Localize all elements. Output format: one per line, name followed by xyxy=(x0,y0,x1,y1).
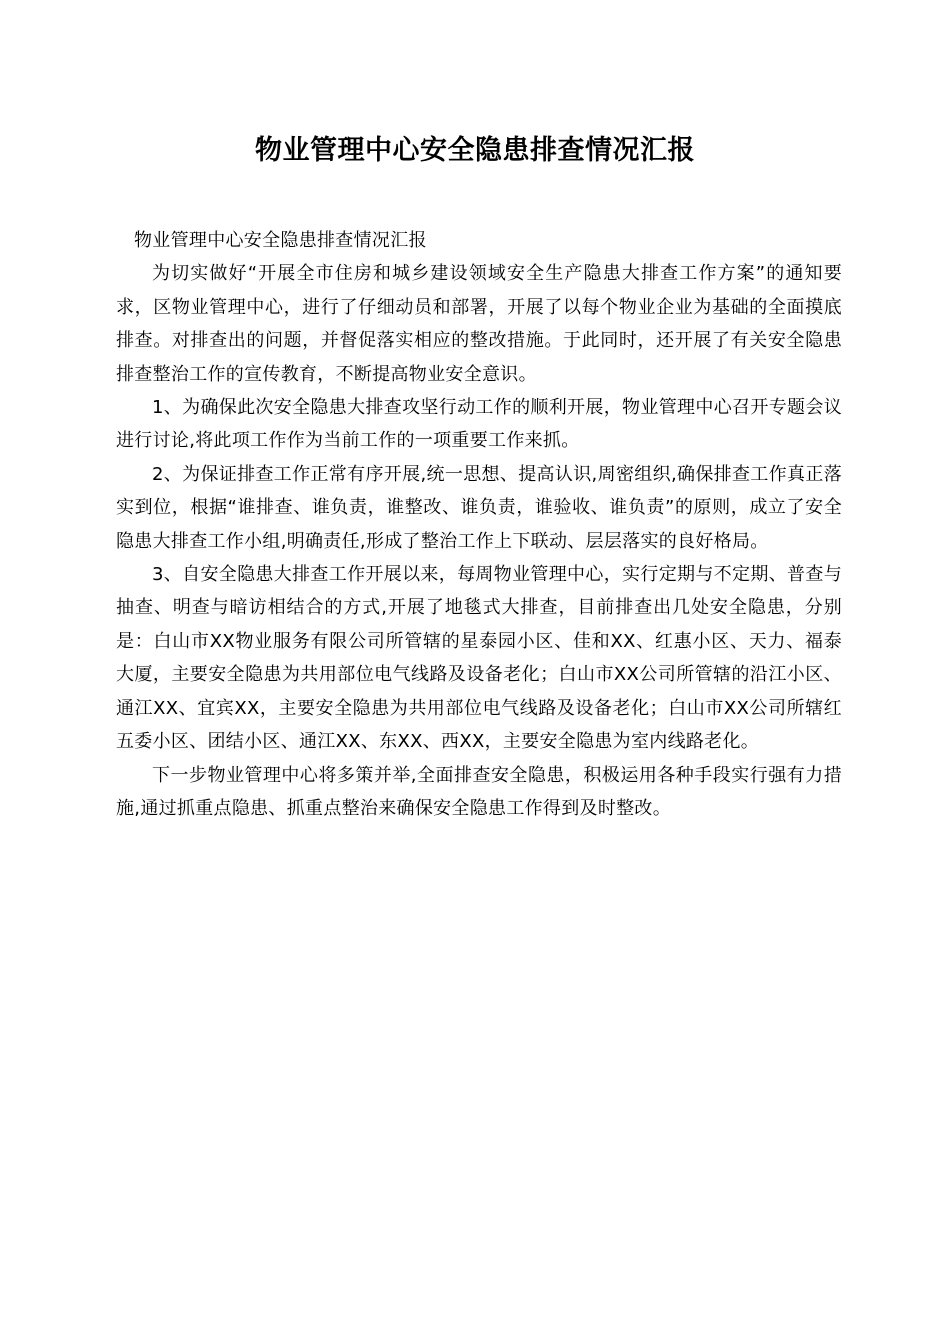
document-title: 物业管理中心安全隐患排查情况汇报 xyxy=(255,135,695,166)
document-body xyxy=(116,224,842,825)
paragraph-intro: 为切实做好“开展全市住房和城乡建设领域安全生产隐患大排查工作方案”的通知要求，区物业管理中心，进行了仔细动员和部署，开展了以每个物业企业为基础的全面摸底排查。对排查出的问题，并督促落实相应的整改措施。于此同时，还开展了有关安全隐患排查整治工作的宣传教育，不断提高物业安全意识。 xyxy=(116,263,842,385)
document-subtitle: 物业管理中心安全隐患排查情况汇报 xyxy=(134,230,427,251)
paragraph-item-2: 2、为保证排查工作正常有序开展,统一思想、提高认识,周密组织,确保排查工作真正落实到位，根据“谁排查、谁负责，谁整改、谁负责，谁验收、谁负责”的原则，成立了安全隐患大排查工作小组,明确责任,形成了整治工作上下联动、层层落实的良好格局。 xyxy=(116,463,842,552)
paragraph-item-1: 1、为确保此次安全隐患大排查攻坚行动工作的顺利开展，物业管理中心召开专题会议进行讨论,将此项工作作为当前工作的一项重要工作来抓。 xyxy=(116,397,842,452)
paragraph-next-steps: 下一步物业管理中心将多策并举,全面排查安全隐患，积极运用各种手段实行强有力措施,通过抓重点隐患、抓重点整治来确保安全隐患工作得到及时整改。 xyxy=(116,764,842,819)
paragraph-item-3: 3、自安全隐患大排查工作开展以来，每周物业管理中心，实行定期与不定期、普查与抽查、明查与暗访相结合的方式,开展了地毯式大排查，目前排查出几处安全隐患，分别是：白山市XX物业服务有限公司所管辖的星泰园小区、佳和XX、红惠小区、天力、福泰大厦，主要安全隐患为共用部位电气线路及设备老化；白山市XX公司所管辖的沿江小区、通江XX、宜宾XX，主要安全隐患为共用部位电气线路及设备老化；白山市XX公司所辖红五委小区、团结小区、通江XX、东XX、西XX，主要安全隐患为室内线路老化。 xyxy=(116,564,842,753)
